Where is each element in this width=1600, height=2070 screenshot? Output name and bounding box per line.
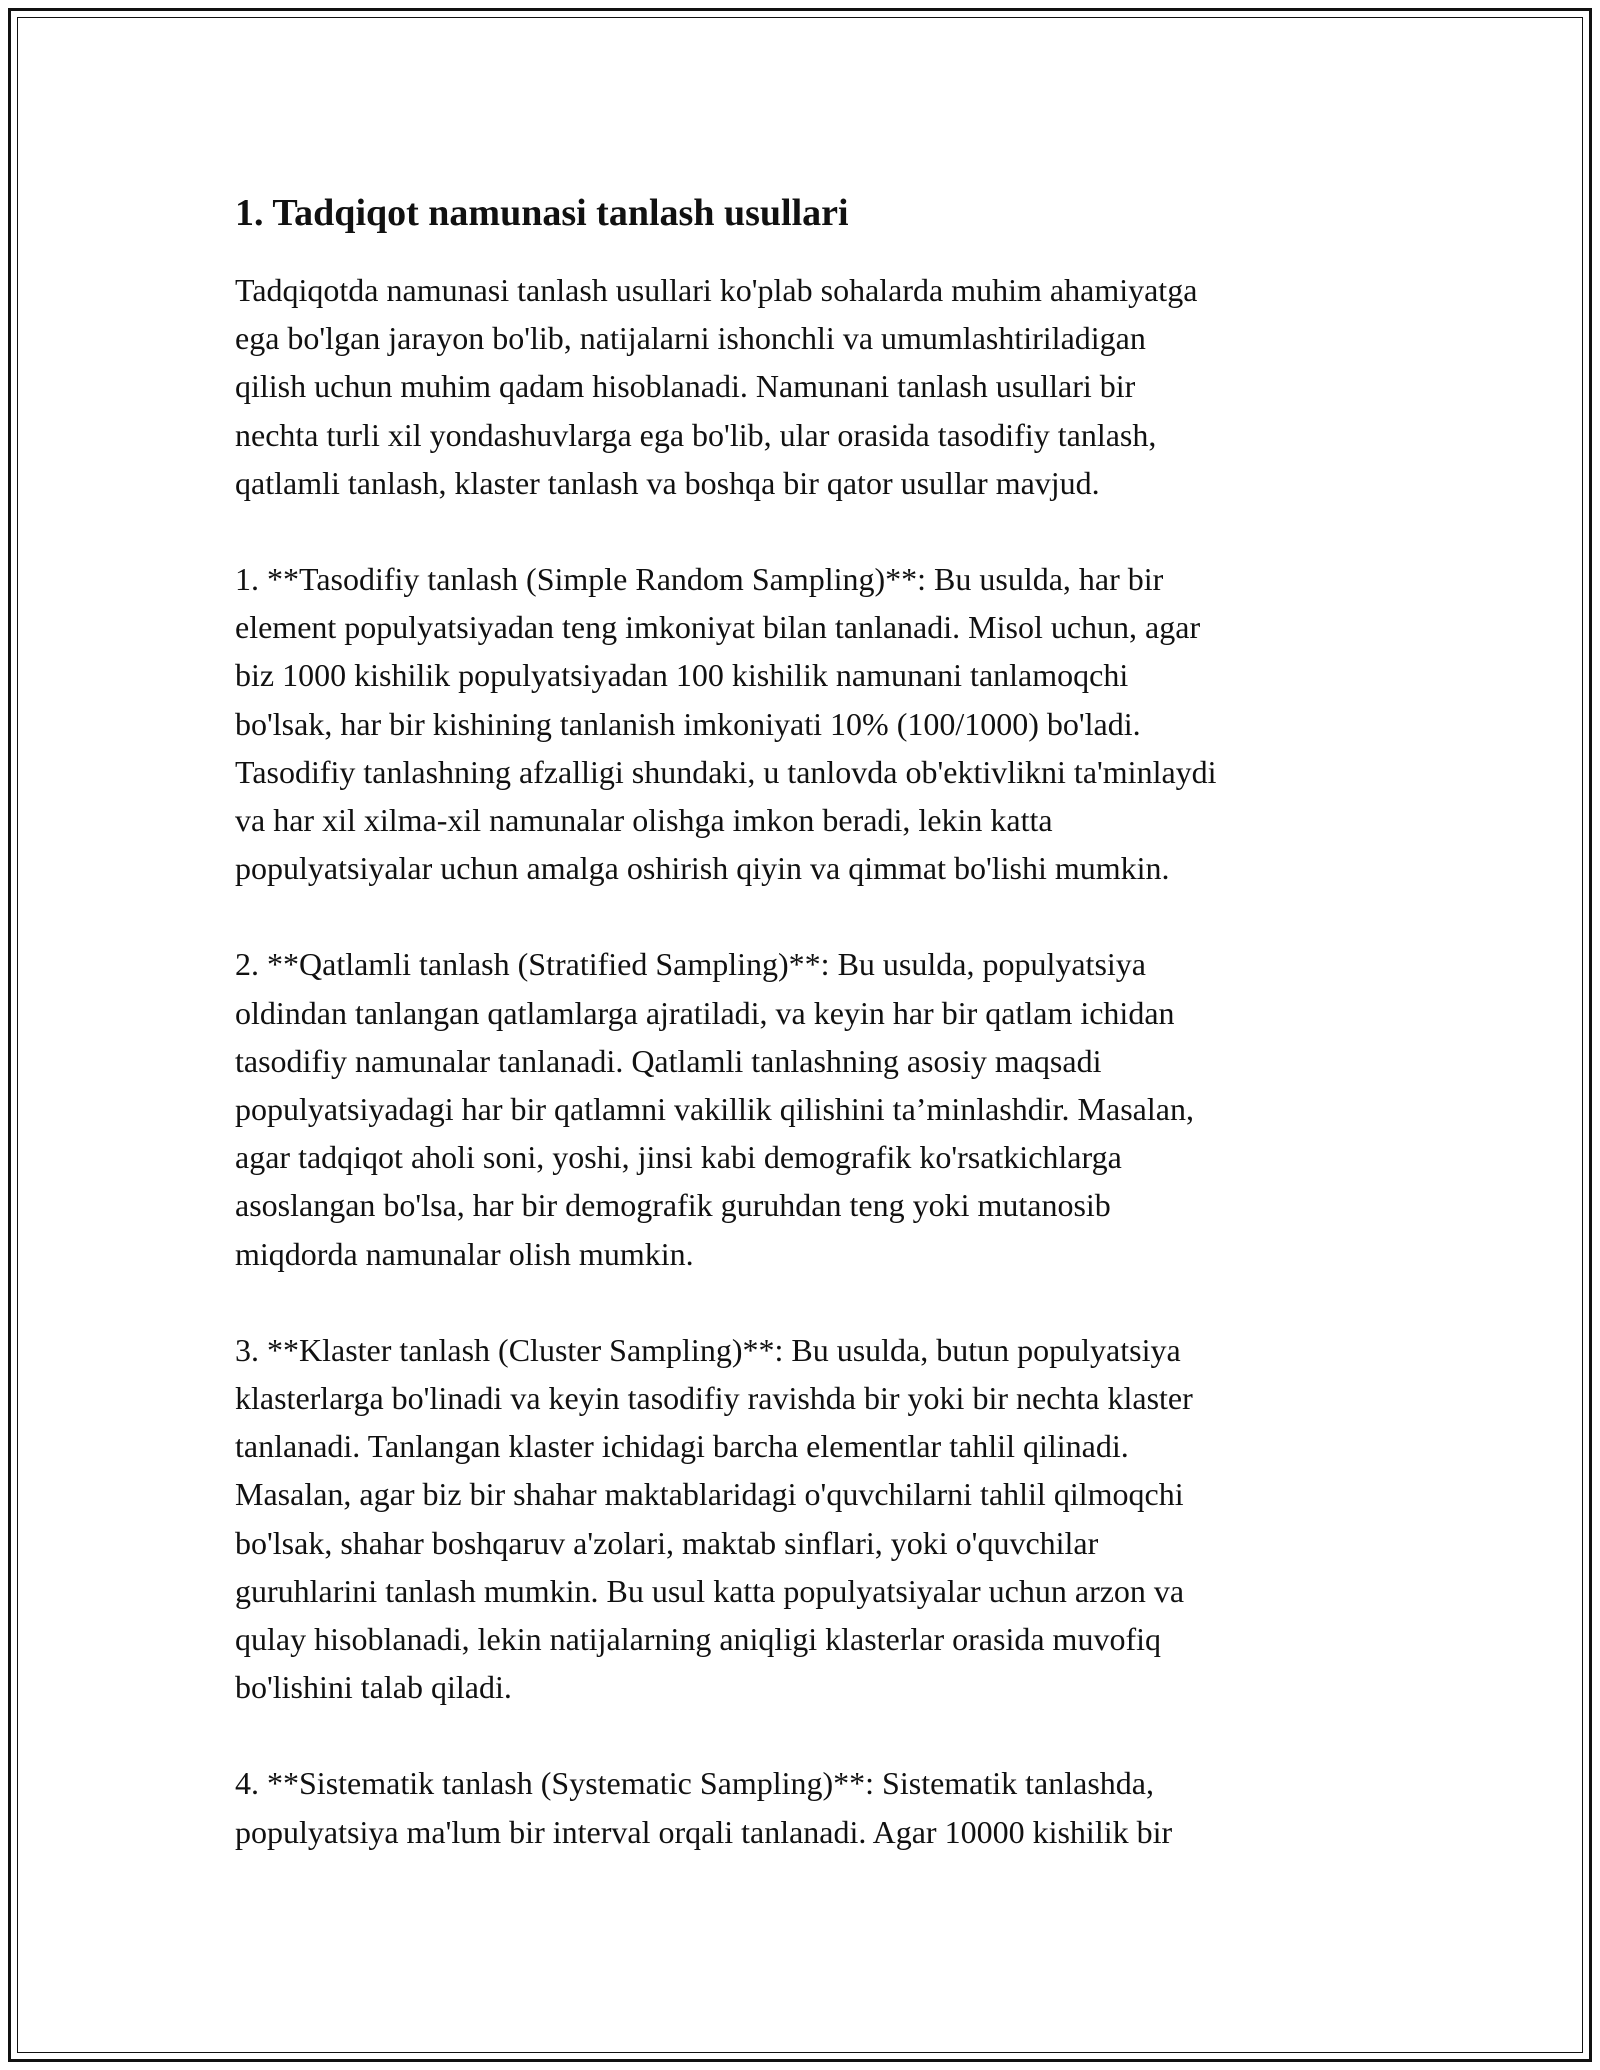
paragraph-systematic-sampling: 4. **Sistematik tanlash (Systematic Sampling)**: Sistematik tanlashda, populyatsiya ma'lum bir interval orqali tanlanadi. Agar 10000 kishilik bir (235, 1765, 1173, 1850)
paragraph-stratified-sampling: 2. **Qatlamli tanlash (Stratified Sampling)**: Bu usulda, populyatsiya oldindan tanlangan qatlamlarga ajratiladi, va keyin har bir qatlam ichidan tasodifiy namunalar tanlanadi. Qatlamli tanlashning asosiy maqsadi populyatsiyadagi har bir qatlamni vakillik qilishini ta’minlashdir. Masalan, agar tadqiqot aholi soni, yoshi, jinsi kabi demografik ko'rsatkichlarga asoslangan bo'lsa, har bir demografik guruhdan teng yoki mutanosib miqdorda namunalar olish mumkin. (235, 946, 1194, 1272)
intro-paragraph: Tadqiqotda namunasi tanlash usullari ko'plab sohalarda muhim ahamiyatga ega bo'lgan jarayon bo'lib, natijalarni ishonchli va umumlashtiriladigan qilish uchun muhim qadam hisoblanadi. Namunani tanlash usullari bir nechta turli xil yondashuvlarga ega bo'lib, ular orasida tasodifiy tanlash, qatlamli tanlash, klaster tanlash va boshqa bir qator usullar mavjud. (235, 272, 1198, 501)
paragraph-cluster-sampling: 3. **Klaster tanlash (Cluster Sampling)**: Bu usulda, butun populyatsiya klasterlarga bo'linadi va keyin tasodifiy ravishda bir yoki bir nechta klaster tanlanadi. Tanlangan klaster ichidagi barcha elementlar tahlil qilinadi. Masalan, agar biz bir shahar maktablaridagi o'quvchilarni tahlil qilmoqchi bo'lsak, shahar boshqaruv a'zolari, maktab sinflari, yoki o'quvchilar guruhlarini tanlash mumkin. Bu usul katta populyatsiyalar uchun arzon va qulay hisoblanadi, lekin natijalarning aniqligi klasterlar orasida muvofiq bo'lishini talab qiladi. (235, 1331, 1193, 1706)
section-title: 1. Tadqiqot namunasi tanlash usullari (235, 192, 849, 234)
document-body (235, 186, 1375, 1856)
paragraph-simple-random-sampling: 1. **Tasodifiy tanlash (Simple Random Sampling)**: Bu usulda, har bir element populyatsiyadan teng imkoniyat bilan tanlanadi. Misol uchun, agar biz 1000 kishilik populyatsiyadan 100 kishilik namunani tanlamoqchi bo'lsak, har bir kishining tanlanish imkoniyati 10% (100/1000) bo'ladi. Tasodifiy tanlashning afzalligi shundaki, u tanlovda ob'ektivlikni ta'minlaydi va har xil xilma-xil namunalar olishga imkon beradi, lekin katta populyatsiyalar uchun amalga oshirish qiyin va qimmat bo'lishi mumkin. (235, 561, 1217, 887)
